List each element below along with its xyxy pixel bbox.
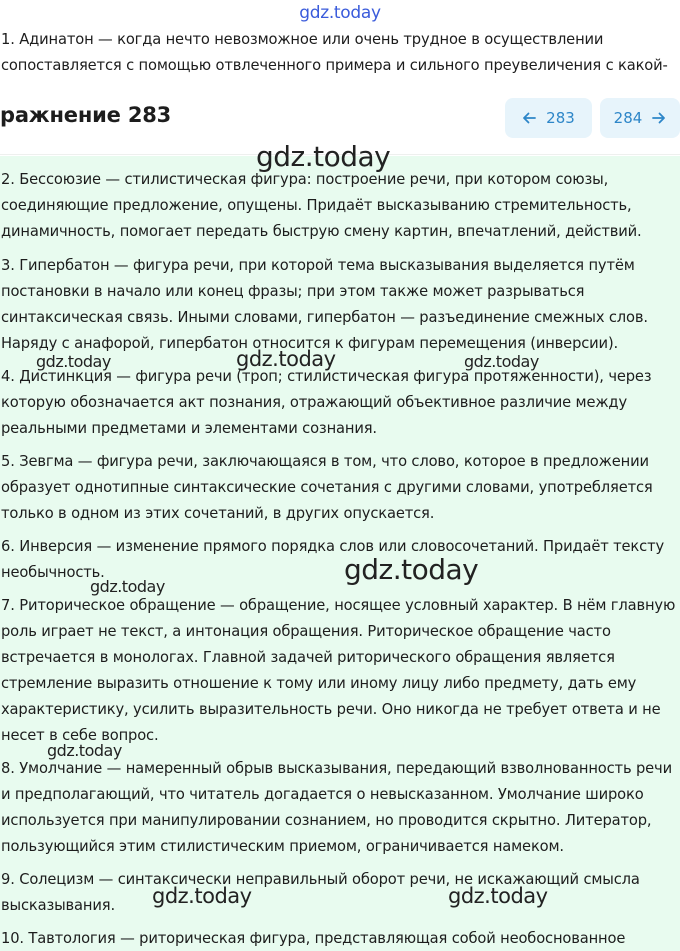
watermark: gdz.today xyxy=(464,352,539,371)
watermark: gdz.today xyxy=(90,577,165,596)
watermark: gdz.today xyxy=(448,884,548,908)
previous-exercise-button[interactable] xyxy=(505,98,592,138)
watermark: gdz.today xyxy=(152,884,252,908)
arrow-right-icon xyxy=(652,111,666,125)
list-item: 9. Солецизм — синтаксически неправильный оборот речи, не искажающий смысла высказывания. xyxy=(1,871,640,914)
list-item: 8. Умолчание — намеренный обрыв высказывания, передающий взволнованность речи и предполагающий, что читатель догадается о невысказанном. Умолчание широко используется при манипулировании сознанием, но проводится скрытно. Литератор, пользующийся этим стилистическим приемом, ограничивается намеком. xyxy=(1,760,672,855)
next-exercise-label: 284 xyxy=(613,109,643,127)
list-item: 10. Тавтология — риторическая фигура, представляющая собой необоснованное xyxy=(1,930,626,947)
list-item xyxy=(1,27,677,79)
watermark: gdz.today xyxy=(36,352,111,371)
arrow-left-icon xyxy=(522,111,536,125)
watermark: gdz.today xyxy=(236,347,336,371)
list-item: 5. Зевгма — фигура речи, заключающаяся в том, что слово, которое в предложении образует однотипные синтаксические сочетания с другими словами, употребляется только в одном из этих сочетаний, в других опускается. xyxy=(1,453,653,522)
watermark: gdz.today xyxy=(256,140,391,173)
next-exercise-button[interactable] xyxy=(600,98,680,138)
list-item-line: сопоставляется с помощью отвлеченного примера и сильного преувеличения с какой- xyxy=(1,57,668,74)
list-item: 2. Бессоюзие — стилистическая фигура: построение речи, при котором союзы, соединяющие предложение, опущены. Придаёт высказыванию стремительность, динамичность, помогает передать быструю смену картин, впечатлений, действий. xyxy=(1,171,642,240)
list-item: 7. Риторическое обращение — обращение, носящее условный характер. В нём главную роль играет не текст, а интонация обращения. Риторическое обращение часто встречается в монологах. Главной задачей риторического обращения является стремление выразить отношение к тому или иному лицу либо предмету, дать ему характеристику, усилить выразительность речи. Оно никогда не требует ответа и не несет в себе вопрос. xyxy=(1,597,676,744)
watermark: gdz.today xyxy=(344,553,479,586)
list-item: 4. Дистинкция — фигура речи (троп; стилистическая фигура протяженности), через которую обозначается акт познания, отражающий объективное различие между реальными предметами и элементами сознания. xyxy=(1,368,652,437)
watermark: gdz.today xyxy=(299,3,381,23)
page-title: ражнение 283 xyxy=(0,103,172,127)
previous-exercise-label: 283 xyxy=(546,109,575,127)
list-item: 3. Гипербатон — фигура речи, при которой тема высказывания выделяется путём постановки в начало или конец фразы; при этом также может разрываться синтаксическая связь. Иными словами, гипербатон — разъединение смежных слов. Наряду с анафорой, гипербатон относится к фигурам перемещения (инверсии). xyxy=(1,257,648,352)
list-item: 6. Инверсия — изменение прямого порядка слов или словосочетаний. Придаёт тексту необычность. xyxy=(1,538,665,581)
watermark: gdz.today xyxy=(47,741,122,760)
list-item-line: 1. Адинатон — когда нечто невозможное или очень трудное в осуществлении xyxy=(1,31,604,48)
